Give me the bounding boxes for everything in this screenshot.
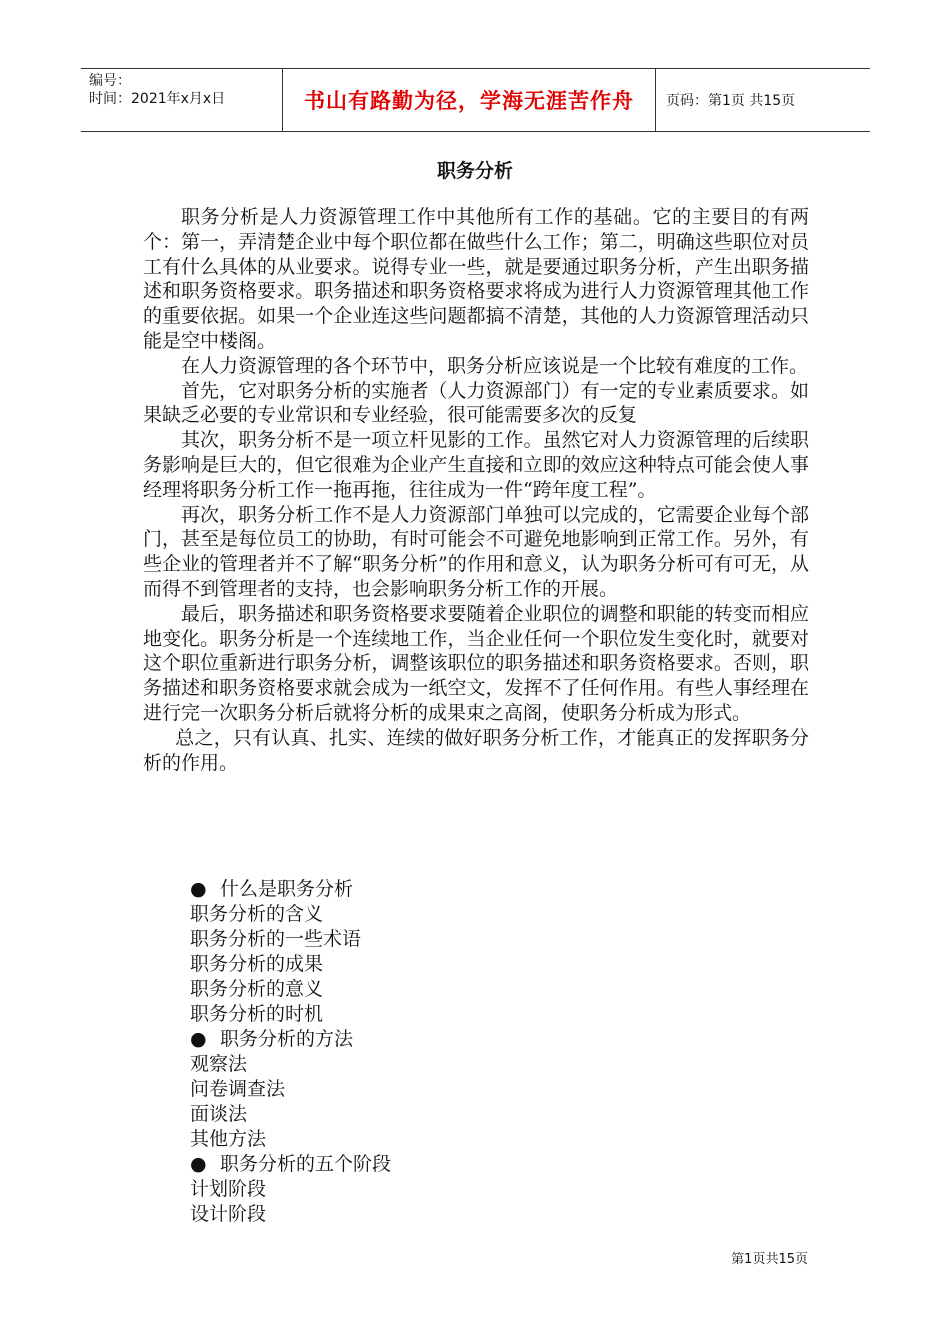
paragraph: 再次，职务分析工作不是人力资源部门单独可以完成的，它需要企业每个部门，甚至是每位员工的协助，有时可能会不可避免地影响到正常工作。另外，有些企业的管理者并不了解“职务分析”的作用和意义，认为职务分析可有可无，从而得不到管理者的支持，也会影响职务分析工作的开展。	[143, 503, 809, 600]
outline-item: 职务分析的成果	[190, 953, 324, 975]
header-meta	[81, 69, 283, 131]
outline-heading-text: 什么是职务分析	[220, 878, 354, 900]
outline-item: 设计阶段	[190, 1203, 267, 1225]
outline-heading	[190, 877, 391, 902]
outline-item: 职务分析的时机	[190, 1003, 324, 1025]
document-body	[143, 205, 809, 775]
outline-item: 其他方法	[190, 1128, 267, 1150]
number-label: 编号：	[89, 73, 131, 89]
outline-item: 职务分析的含义	[190, 903, 324, 925]
outline-item: 观察法	[190, 1053, 248, 1075]
paragraph: 在人力资源管理的各个环节中，职务分析应该说是一个比较有难度的工作。	[181, 354, 809, 377]
outline-item: 职务分析的意义	[190, 978, 324, 1000]
outline-heading	[190, 1027, 391, 1052]
bullet-icon: ●	[190, 878, 207, 900]
header-page-label: 页码：第1页 共15页	[666, 93, 796, 109]
document-title: 职务分析	[436, 160, 513, 182]
paragraph: 最后，职务描述和职务资格要求要随着企业职位的调整和职能的转变而相应地变化。职务分析是一个连续地工作，当企业任何一个职位发生变化时，就要对这个职位重新进行职务分析，调整该职位的职务描述和职务资格要求。否则，职务描述和职务资格要求就会成为一纸空文，发挥不了任何作用。有些人事经理在进行完一次职务分析后就将分析的成果束之高阁，使职务分析成为形式。	[143, 602, 809, 724]
outline-list	[190, 877, 391, 1227]
paragraph: 职务分析是人力资源管理工作中其他所有工作的基础。它的主要目的有两个：第一，弄清楚企业中每个职位都在做些什么工作；第二，明确这些职位对员工有什么具体的从业要求。说得专业一些，就是要通过职务分析，产生出职务描述和职务资格要求。职务描述和职务资格要求将成为进行人力资源管理其他工作的重要依据。如果一个企业连这些问题都搞不清楚，其他的人力资源管理活动只能是空中楼阁。	[143, 206, 809, 352]
bullet-icon: ●	[190, 1153, 207, 1175]
bullet-icon: ●	[190, 1028, 207, 1050]
outline-item: 问卷调查法	[190, 1078, 286, 1100]
paragraph: 其次，职务分析不是一项立杆见影的工作。虽然它对人力资源管理的后续职务影响是巨大的，但它很难为企业产生直接和立即的效应这种特点可能会使人事经理将职务分析工作一拖再拖，往往成为一件“跨年度工程”。	[143, 429, 809, 501]
outline-item: 职务分析的一些术语	[190, 928, 362, 950]
paragraph: 首先，它对职务分析的实施者（人力资源部门）有一定的专业素质要求。如果缺乏必要的专业常识和专业经验，很可能需要多次的反复	[143, 379, 809, 427]
paragraph: 总之，只有认真、扎实、连续的做好职务分析工作，才能真正的发挥职务分析的作用。	[143, 726, 809, 774]
time-label: 时间：2021年x月x日	[89, 91, 226, 107]
page-header	[81, 68, 870, 132]
outline-item: 面谈法	[190, 1103, 248, 1125]
header-motto: 书山有路勤为径，学海无涯苦作舟	[283, 69, 656, 131]
outline-item: 计划阶段	[190, 1178, 267, 1200]
page-footer: 第1页共15页	[731, 1252, 808, 1267]
outline-heading	[190, 1152, 391, 1177]
outline-heading-text: 职务分析的五个阶段	[220, 1153, 392, 1175]
outline-heading-text: 职务分析的方法	[220, 1028, 354, 1050]
